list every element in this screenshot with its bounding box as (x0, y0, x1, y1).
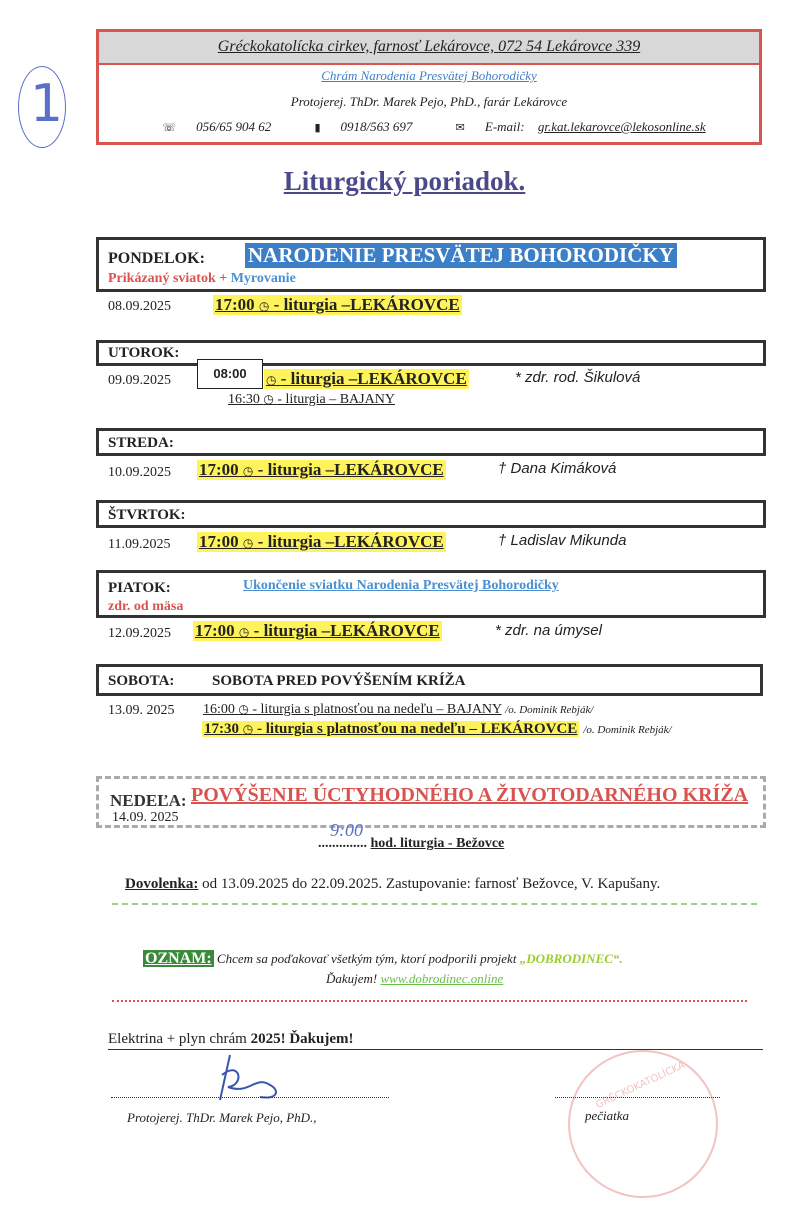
tuesday-liturgy2-text: - liturgia – BAJANY (277, 392, 395, 407)
tuesday-day: UTOROK: (108, 345, 180, 361)
monday-liturgy (213, 295, 462, 315)
thursday-date: 11.09.2025 (108, 537, 171, 552)
email-link[interactable]: gr.kat.lekarovce@lekosonline.sk (537, 119, 706, 134)
saturday-date: 13.09. 2025 (108, 703, 175, 718)
priest-name: Protojerej. ThDr. Marek Pejo, PhD., farár Lekárovce (290, 94, 568, 109)
saturday-priest1: /o. Dominik Rebják/ (505, 704, 594, 716)
tuesday-time-box: 08:00 (197, 359, 263, 389)
clock-icon: ◷ (238, 625, 250, 639)
clock-icon: ◷ (242, 464, 254, 478)
notice-label: OZNAM: (145, 950, 212, 967)
phone-number: 056/65 904 62 (196, 119, 272, 134)
thursday-intention: † Ladislav Mikunda (498, 532, 627, 549)
wednesday-box (96, 428, 766, 456)
friday-day: PIATOK: (108, 580, 171, 596)
tuesday-liturgy-text: - liturgia –LEKÁROVCE (280, 369, 467, 388)
clock-icon: ◷ (242, 722, 254, 736)
notice-project: „DOBRODINEC“. (519, 951, 623, 966)
green-divider (112, 897, 757, 905)
tuesday-date: 09.09.2025 (108, 373, 171, 388)
thursday-liturgy (197, 532, 446, 552)
handwritten-time: 9:00 (330, 820, 363, 840)
mobile-icon: ▮ (314, 121, 321, 134)
electricity-text: Elektrina + plyn chrám (108, 1031, 247, 1047)
wednesday-day: STREDA: (108, 435, 174, 451)
sunday-date: 14.09. 2025 (112, 810, 179, 825)
wednesday-time: 17:00 (199, 460, 239, 479)
friday-liturgy (193, 621, 442, 641)
vacation-label: Dovolenka: (125, 876, 199, 892)
notice-line2 (326, 971, 503, 987)
vacation-line (125, 876, 660, 893)
phone-item (152, 119, 281, 134)
thursday-box (96, 500, 766, 528)
envelope-icon: ✉ (455, 121, 465, 134)
saturday-time2: 17:30 (204, 721, 239, 737)
notice-text: Chcem sa poďakovať všetkým tým, ktorí podporili projekt (216, 951, 517, 966)
friday-intention: * zdr. na úmysel (495, 622, 602, 639)
monday-sub (108, 271, 296, 287)
margin-mark-number: 1 (30, 74, 64, 134)
friday-sub: zdr. od mäsa (108, 599, 184, 614)
clock-icon: ◷ (263, 392, 274, 406)
monday-day: PONDELOK: (108, 250, 205, 267)
phone-icon: ☏ (162, 121, 177, 134)
saturday-liturgy1 (203, 702, 593, 718)
friday-feast: Ukončenie sviatku Narodenia Presvätej Bohorodičky (243, 578, 559, 593)
thursday-time: 17:00 (199, 532, 239, 551)
saturday-priest2: /o. Dominik Rebják/ (583, 724, 672, 736)
sunday-day: NEDEĽA: (110, 791, 187, 810)
saturday-day: SOBOTA: (108, 673, 175, 689)
parish-header (96, 29, 762, 145)
friday-liturgy-text: - liturgia –LEKÁROVCE (253, 621, 440, 640)
monday-feast: NARODENIE PRESVÄTEJ BOHORODIČKY (245, 243, 677, 268)
parish-name: Gréckokatolícka cirkev, farnosť Lekárovce, 072 54 Lekárovce 339 (99, 32, 759, 65)
clock-icon: ◷ (242, 536, 254, 550)
monday-sub-red: Prikázaný sviatok + (108, 271, 228, 286)
page-title: Liturgický poriadok. (283, 166, 526, 196)
red-divider (112, 995, 747, 1002)
monday-date: 08.09.2025 (108, 299, 171, 314)
notice-thanks: Ďakujem! (326, 971, 378, 986)
stamp-label: pečiatka (585, 1108, 630, 1123)
wednesday-liturgy-text: - liturgia –LEKÁROVCE (257, 460, 444, 479)
sunday-feast: POVÝŠENIE ÚCTYHODNÉHO A ŽIVOTODARNÉHO KRÍŽA (191, 784, 749, 806)
stamp-text: GRÉCKOKATOLÍCKA (594, 1060, 687, 1111)
contact-line (99, 119, 759, 135)
monday-liturgy-text: - liturgia –LEKÁROVCE (273, 295, 460, 314)
email-label: E-mail: (484, 119, 525, 134)
tuesday-liturgy (264, 369, 469, 389)
saturday-feast: SOBOTA PRED POVÝŠENÍM KRÍŽA (212, 673, 466, 689)
thursday-day: ŠTVRTOK: (108, 507, 186, 523)
friday-date: 12.09.2025 (108, 626, 171, 641)
clock-icon: ◷ (266, 373, 277, 387)
electricity-bold: 2025! Ďakujem! (250, 1031, 354, 1047)
friday-time: 17:00 (195, 621, 235, 640)
church-stamp (568, 1050, 718, 1198)
wednesday-intention: † Dana Kimáková (498, 460, 617, 477)
notice-link[interactable]: www.dobrodinec.online (380, 971, 504, 986)
vacation-text: od 13.09.2025 do 22.09.2025. Zastupovanie: farnosť Bežovce, V. Kapušany. (202, 876, 661, 892)
signature-name: Protojerej. ThDr. Marek Pejo, PhD., (127, 1110, 317, 1125)
saturday-liturgy2-text: - liturgia s platnosťou na nedeľu – LEKÁROVCE (256, 721, 578, 737)
tuesday-liturgy2 (228, 392, 395, 408)
signature-dots (111, 1097, 389, 1098)
sunday-liturgy-text: hod. liturgia - Bežovce (370, 836, 505, 851)
church-name: Chrám Narodenia Presvätej Bohorodičky (321, 68, 537, 83)
clock-icon: ◷ (238, 702, 249, 716)
tuesday-intention: * zdr. rod. Šikulová (515, 369, 641, 386)
mobile-item (304, 119, 422, 134)
monday-time: 17:00 (215, 295, 255, 314)
saturday-time1: 16:00 (203, 702, 235, 717)
sunday-dots: .............. (318, 836, 367, 851)
email-item (446, 119, 706, 134)
notice-line (143, 950, 623, 968)
saturday-liturgy2 (202, 720, 672, 738)
saturday-liturgy1-text: - liturgia s platnosťou na nedeľu – BAJANY (252, 702, 502, 717)
monday-sub-blue: Myrovanie (230, 271, 296, 286)
tuesday-time2: 16:30 (228, 392, 260, 407)
mobile-number: 0918/563 697 (340, 119, 413, 134)
wednesday-liturgy (197, 460, 446, 480)
thursday-liturgy-text: - liturgia –LEKÁROVCE (257, 532, 444, 551)
wednesday-date: 10.09.2025 (108, 465, 171, 480)
clock-icon: ◷ (258, 299, 270, 313)
